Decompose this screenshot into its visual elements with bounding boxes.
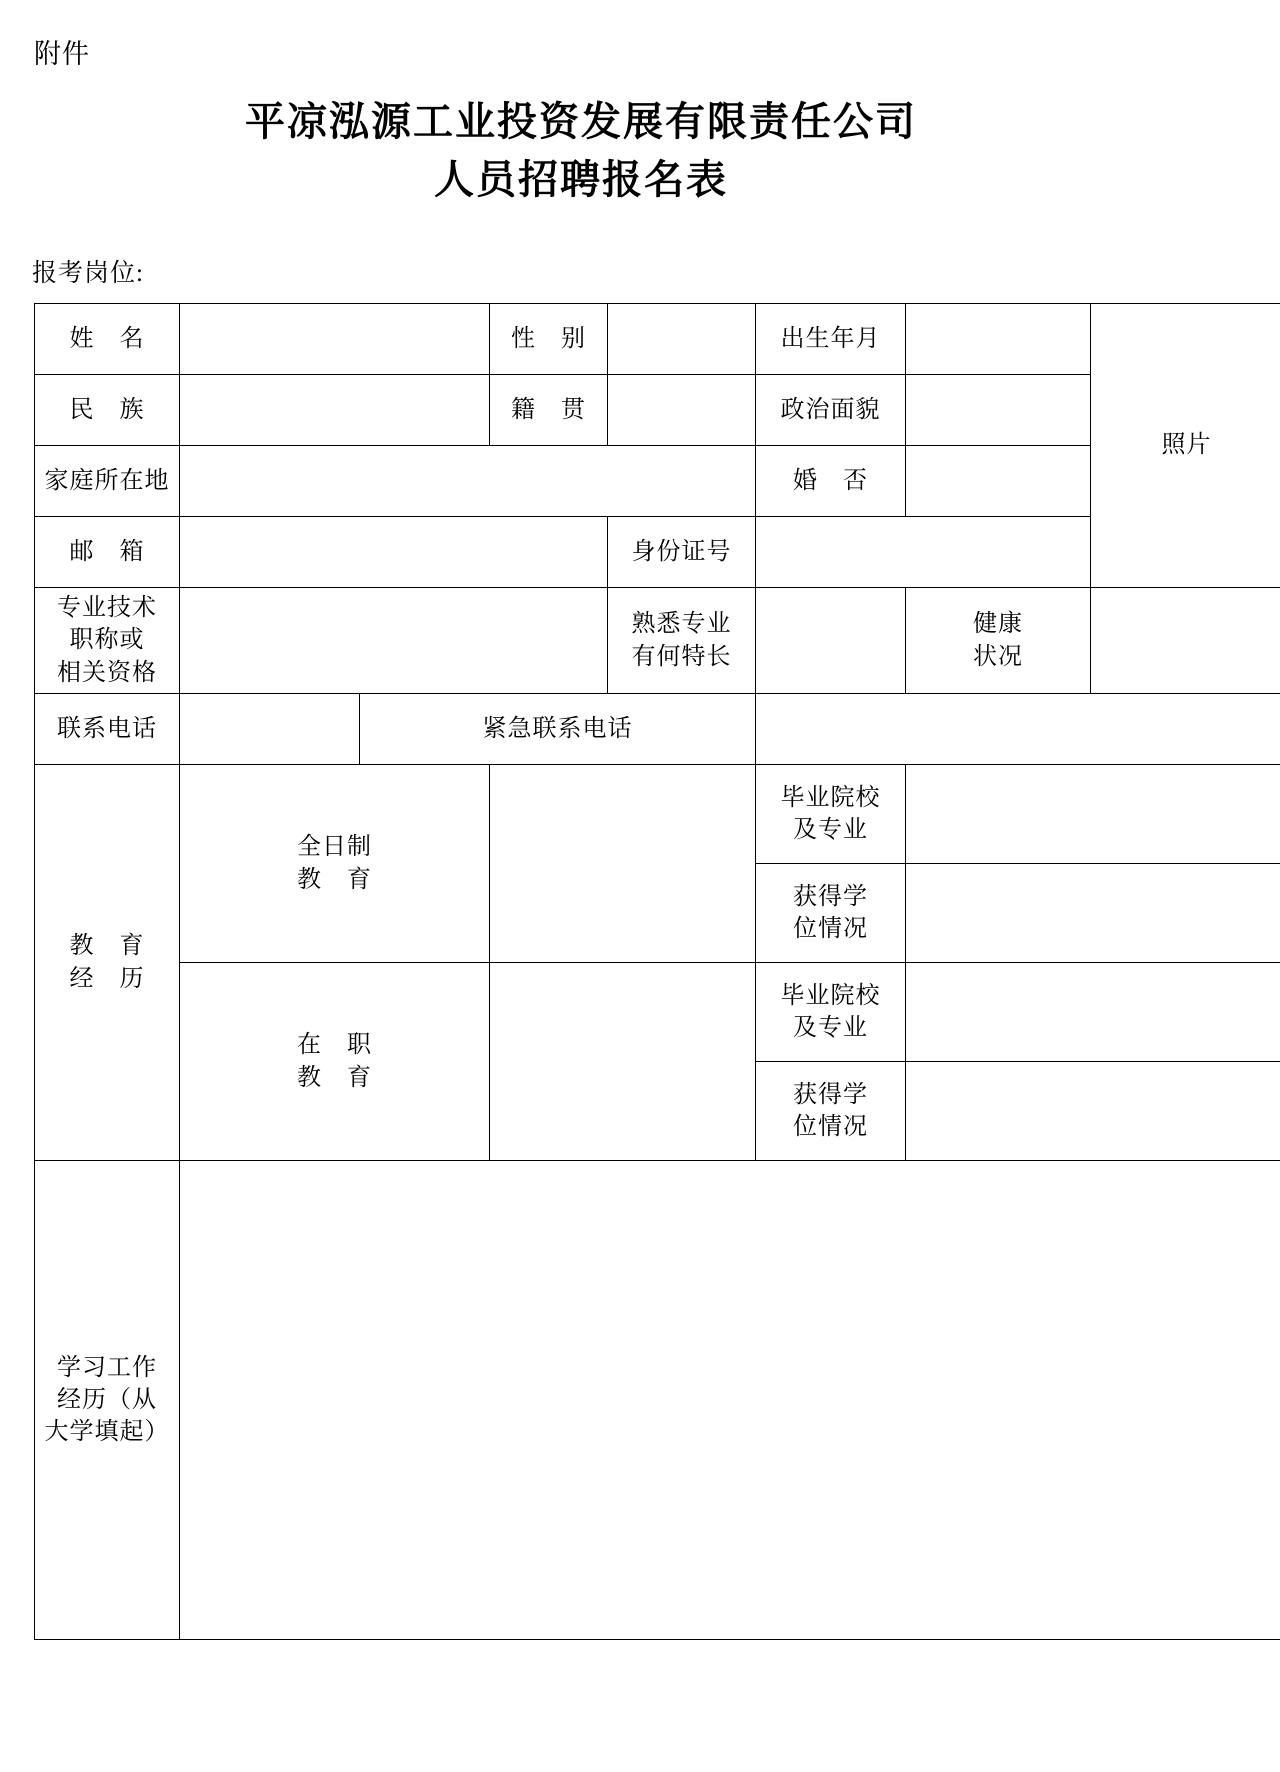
inservice-degree-value[interactable] — [906, 1062, 1280, 1161]
native-place-label: 籍 贯 — [490, 375, 608, 446]
political-status-value[interactable] — [906, 375, 1091, 446]
gender-label: 性 别 — [490, 304, 608, 375]
emergency-phone-value[interactable] — [756, 694, 1280, 765]
inservice-school-value[interactable] — [906, 963, 1280, 1062]
health-label: 健康 状况 — [906, 588, 1091, 694]
title-qualification-label: 专业技术 职称或 相关资格 — [35, 588, 180, 694]
inservice-education-label: 在 职 教 育 — [180, 963, 490, 1161]
native-place-value[interactable] — [608, 375, 756, 446]
table-row — [35, 963, 1280, 1062]
inservice-school-label: 毕业院校 及专业 — [756, 963, 906, 1062]
name-value[interactable] — [180, 304, 490, 375]
fulltime-period-value[interactable] — [490, 765, 756, 963]
title-qualification-value[interactable] — [180, 588, 608, 694]
family-address-value[interactable] — [180, 446, 756, 517]
inservice-period-value[interactable] — [490, 963, 756, 1161]
nation-value[interactable] — [180, 375, 490, 446]
health-value[interactable] — [1091, 588, 1280, 694]
id-number-label: 身份证号 — [608, 517, 756, 588]
marital-label: 婚 否 — [756, 446, 906, 517]
photo-cell[interactable]: 照片 — [1091, 304, 1280, 588]
fulltime-school-value[interactable] — [906, 765, 1280, 864]
title-line-2: 人员招聘报名表 — [434, 157, 728, 202]
fulltime-degree-value[interactable] — [906, 864, 1280, 963]
work-history-value[interactable] — [180, 1161, 1280, 1640]
nation-label: 民 族 — [35, 375, 180, 446]
birth-label: 出生年月 — [756, 304, 906, 375]
title-line-1: 平凉泓源工业投资发展有限责任公司 — [245, 99, 917, 144]
table-row — [35, 304, 1280, 375]
table-row — [35, 1161, 1280, 1640]
fulltime-education-label: 全日制 教 育 — [180, 765, 490, 963]
phone-label: 联系电话 — [35, 694, 180, 765]
fulltime-school-label: 毕业院校 及专业 — [756, 765, 906, 864]
email-label: 邮 箱 — [35, 517, 180, 588]
birth-value[interactable] — [906, 304, 1091, 375]
attachment-label: 附件 — [34, 39, 90, 70]
name-label: 姓 名 — [35, 304, 180, 375]
registration-form-table — [34, 303, 1280, 1640]
table-row — [35, 765, 1280, 864]
inservice-degree-label: 获得学 位情况 — [756, 1062, 906, 1161]
phone-value[interactable] — [180, 694, 360, 765]
education-history-label: 教 育 经 历 — [35, 765, 180, 1161]
marital-value[interactable] — [906, 446, 1091, 517]
specialty-value[interactable] — [756, 588, 906, 694]
table-row — [35, 694, 1280, 765]
political-status-label: 政治面貌 — [756, 375, 906, 446]
email-value[interactable] — [180, 517, 608, 588]
fulltime-degree-label: 获得学 位情况 — [756, 864, 906, 963]
gender-value[interactable] — [608, 304, 756, 375]
table-row — [35, 588, 1280, 694]
page-title — [22, 93, 1130, 209]
specialty-label: 熟悉专业 有何特长 — [608, 588, 756, 694]
id-number-value[interactable] — [756, 517, 1091, 588]
emergency-phone-label: 紧急联系电话 — [360, 694, 756, 765]
applied-position-label: 报考岗位: — [32, 260, 144, 287]
family-address-label: 家庭所在地 — [35, 446, 180, 517]
work-history-label: 学习工作 经历（从 大学填起） — [35, 1161, 180, 1640]
